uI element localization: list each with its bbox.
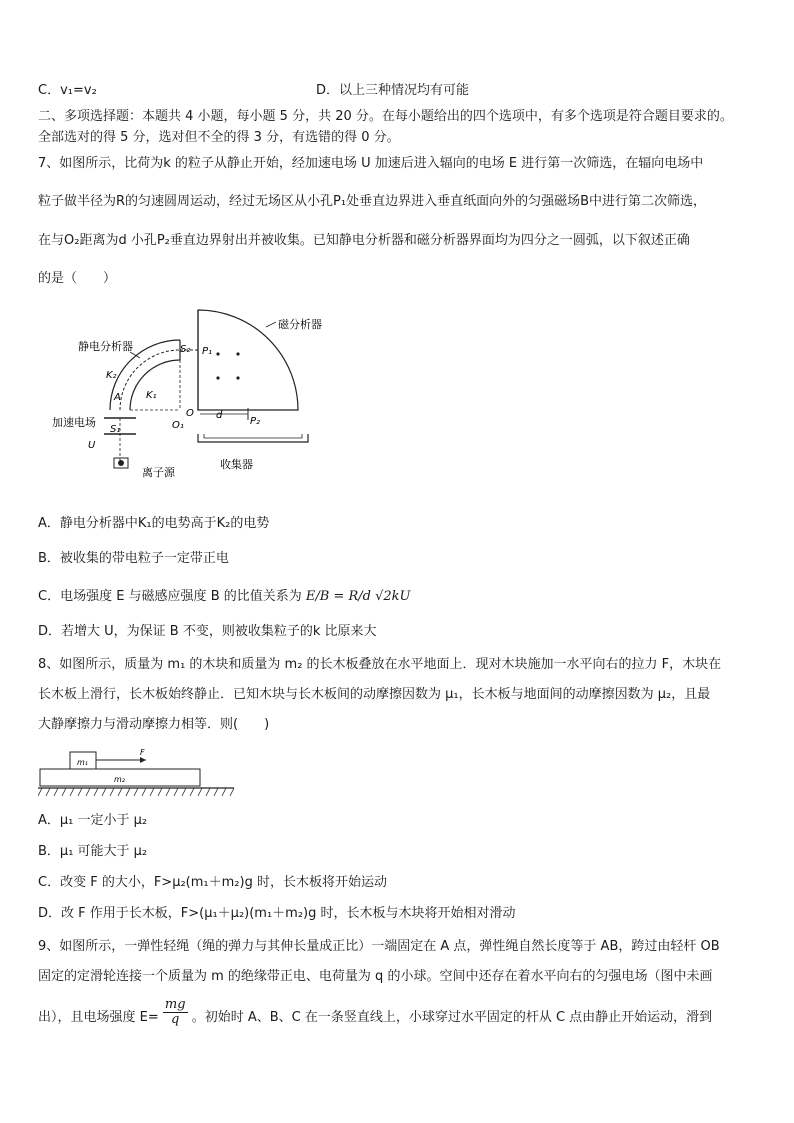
label-ion-source: 离子源 [142,466,175,479]
option-d-prev: D．以上三种情况均有可能 [316,83,470,98]
label-K2: K₂ [106,370,117,381]
q7-line2: 粒子做半径为R的匀速圆周运动，经过无场区从小孔P₁处垂直边界进入垂直纸面向外的匀强磁场B中进行第二次筛选， [38,194,707,209]
q7-option-c [38,588,410,606]
q8-line3: 大静摩擦力与滑动摩擦力相等．则( ) [38,717,270,732]
label-P2: P₂ [250,416,261,427]
q7-line1: 7、如图所示，比荷为k 的粒子从静止开始，经加速电场 U 加速后进入辐向的电场 E 进行第一次筛选，在辐向电场中 [38,156,704,171]
section-heading-line2: 全部选对的得 5 分，选对但不全的得 3 分，有选错的得 0 分。 [38,130,400,145]
q7-option-c-formula: E/B = R/d √2kU [305,589,411,604]
label-K1: K₁ [146,390,157,401]
label-A: A [114,392,121,403]
q8-option-c: C．改变 F 的大小，F>μ₂(m₁＋m₂)g 时，长木板将开始运动 [38,875,387,890]
q9-line3 [38,997,713,1027]
label-collector: 收集器 [220,458,253,471]
q8-line1: 8、如图所示，质量为 m₁ 的木块和质量为 m₂ 的长木板叠放在水平地面上．现对木块施加一水平向右的拉力 F，木块在 [38,657,722,672]
label-electrostatic-analyzer: 静电分析器 [78,340,133,353]
label-magnetic-analyzer: 磁分析器 [278,318,322,331]
magnetic-analyzer-pointer [266,322,276,327]
label-O1: O₁ [172,420,184,431]
label-F: F [140,748,145,757]
q7-figure [48,302,348,492]
q7-option-b: B．被收集的带电粒子一定带正电 [38,551,229,566]
label-P1: P₁ [202,346,213,357]
q9-line1: 9、如图所示，一弹性轻绳（绳的弹力与其伸长量成正比）一端固定在 A 点，弹性绳自然长度等于 AB，跨过由轻杆 OB [38,939,720,954]
q9-line3-suffix: 。初始时 A、B、C 在一条竖直线上，小球穿过水平固定的杆从 C 点由静止开始运动，滑到 [191,1010,713,1025]
q9-efield-fraction [163,998,188,1027]
q8-option-b: B．μ₁ 可能大于 μ₂ [38,844,148,859]
q8-figure [38,744,238,800]
q9-line2: 固定的定滑轮连接一个质量为 m 的绝缘带正电、电荷量为 q 的小球。空间中还存在着水平向右的匀强电场（图中未画 [38,969,713,984]
q7-option-c-prefix: C．电场强度 E 与磁感应强度 B 的比值关系为 [38,589,302,604]
section-heading-line1: 二、多项选择题：本题共 4 小题，每小题 5 分，共 20 分。在每小题给出的四个选项中，有多个选项是符合题目要求的。 [38,109,733,124]
q8-option-d: D．改 F 作用于长木板，F>(μ₁＋μ₂)(m₁＋m₂)g 时，长木板与木块将开始相对滑动 [38,906,516,921]
option-c-prev: C．v₁=v₂ [38,83,97,98]
q8-option-a: A．μ₁ 一定小于 μ₂ [38,813,148,828]
label-S2: S₂ [180,344,191,355]
particle-path-arc [120,350,180,410]
label-accelerating-field: 加速电场 [52,416,96,429]
q7-line3: 在与O₂距离为d 小孔P₂垂直边界射出并被收集。已知静电分析器和磁分析器界面均为四分之一圆弧，以下叙述正确 [38,233,690,248]
label-S1: S₁ [110,424,121,435]
q7-line4: 的是（ ） [38,271,117,286]
q9-frac-denominator: q [171,1012,180,1027]
label-O: O [186,408,194,419]
label-d: d [216,410,223,421]
q7-option-a: A．静电分析器中K₁的电势高于K₂的电势 [38,516,270,531]
label-m2: m₂ [114,775,125,784]
q9-line3-prefix: 出），且电场强度 E= [38,1010,159,1025]
q9-frac-numerator: mg [164,997,186,1012]
label-U: U [88,440,96,451]
q7-option-d: D．若增大 U，为保证 B 不变，则被收集粒子的k 比原来大 [38,624,377,639]
q8-line2: 长木板上滑行，长木板始终静止．已知木块与长木板间的动摩擦因数为 μ₁，长木板与地面间的动摩擦因数为 μ₂，且最 [38,687,711,702]
label-m1: m₁ [77,758,88,767]
